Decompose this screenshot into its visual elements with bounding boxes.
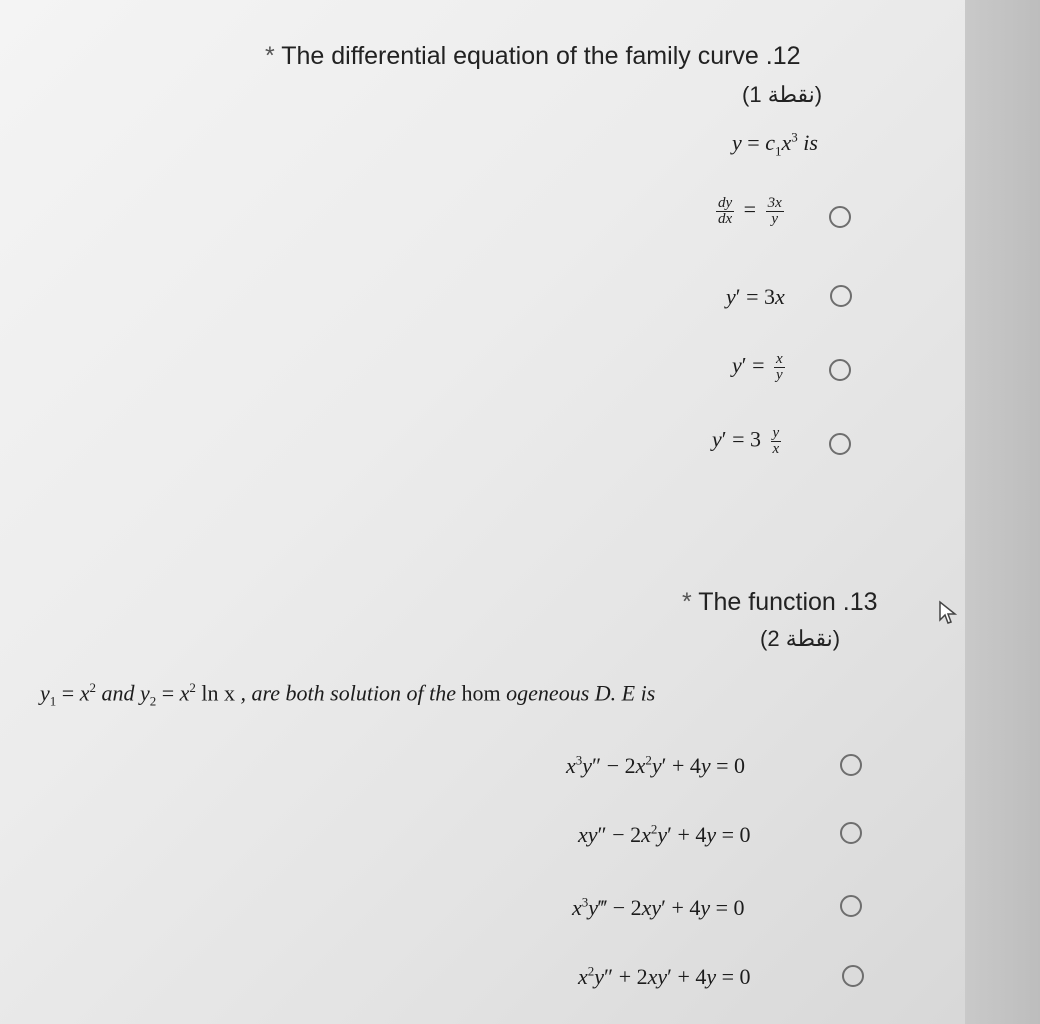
required-star: * (682, 588, 692, 616)
q12-option-d-equation: y′ = 3 $\frac{y}{x}$ (712, 425, 780, 457)
q12-option-a-radio[interactable] (829, 206, 851, 228)
question-12-points: (1 نقطة) (742, 82, 823, 107)
q13-option-d-radio[interactable] (842, 965, 864, 987)
q13-option-c-equation: $x^3y‴ - 2xy' + 4y = 0$ (572, 894, 745, 920)
q12-option-a-equation: $\frac{dy}{dx}$ = $\frac{3x}{y}$ (718, 195, 782, 227)
q13-option-a-radio[interactable] (840, 754, 862, 776)
q12-option-b-equation: y′ = 3x (726, 284, 785, 309)
page-edge (965, 0, 1040, 1024)
q12-option-b-radio[interactable] (830, 285, 852, 307)
question-13-title (682, 588, 878, 617)
question-13-text: The function .13 (698, 588, 878, 616)
question-12-title (265, 42, 801, 71)
mouse-pointer-icon (938, 600, 958, 631)
q12-option-d-radio[interactable] (829, 433, 851, 455)
question-12-text: The differential equation of the family curve .12 (281, 42, 801, 70)
q12-option-c-radio[interactable] (829, 359, 851, 381)
q13-option-c-radio[interactable] (840, 895, 862, 917)
q13-option-b-equation: $xy'' - 2x^2y' + 4y = 0$ (578, 821, 751, 847)
required-star: * (265, 42, 275, 70)
q13-option-a-equation: $x^3y'' - 2x^2y' + 4y = 0$ (566, 752, 746, 778)
q13-option-d-equation: $x^2y'' + 2xy' + 4y = 0$ (578, 963, 751, 989)
q13-option-b-radio[interactable] (840, 822, 862, 844)
q12-option-c-equation: y′ = $\frac{x}{y}$ (732, 351, 783, 383)
question-13-statement: $y_1 = x^2$ and $y_2 = x^2$ ln x , are both solution of the hom ogeneous D. E is (40, 680, 656, 709)
question-13-points: (2 نقطة) (760, 626, 841, 651)
question-12-given-equation: $y = c_1x^3$ is (732, 129, 818, 159)
